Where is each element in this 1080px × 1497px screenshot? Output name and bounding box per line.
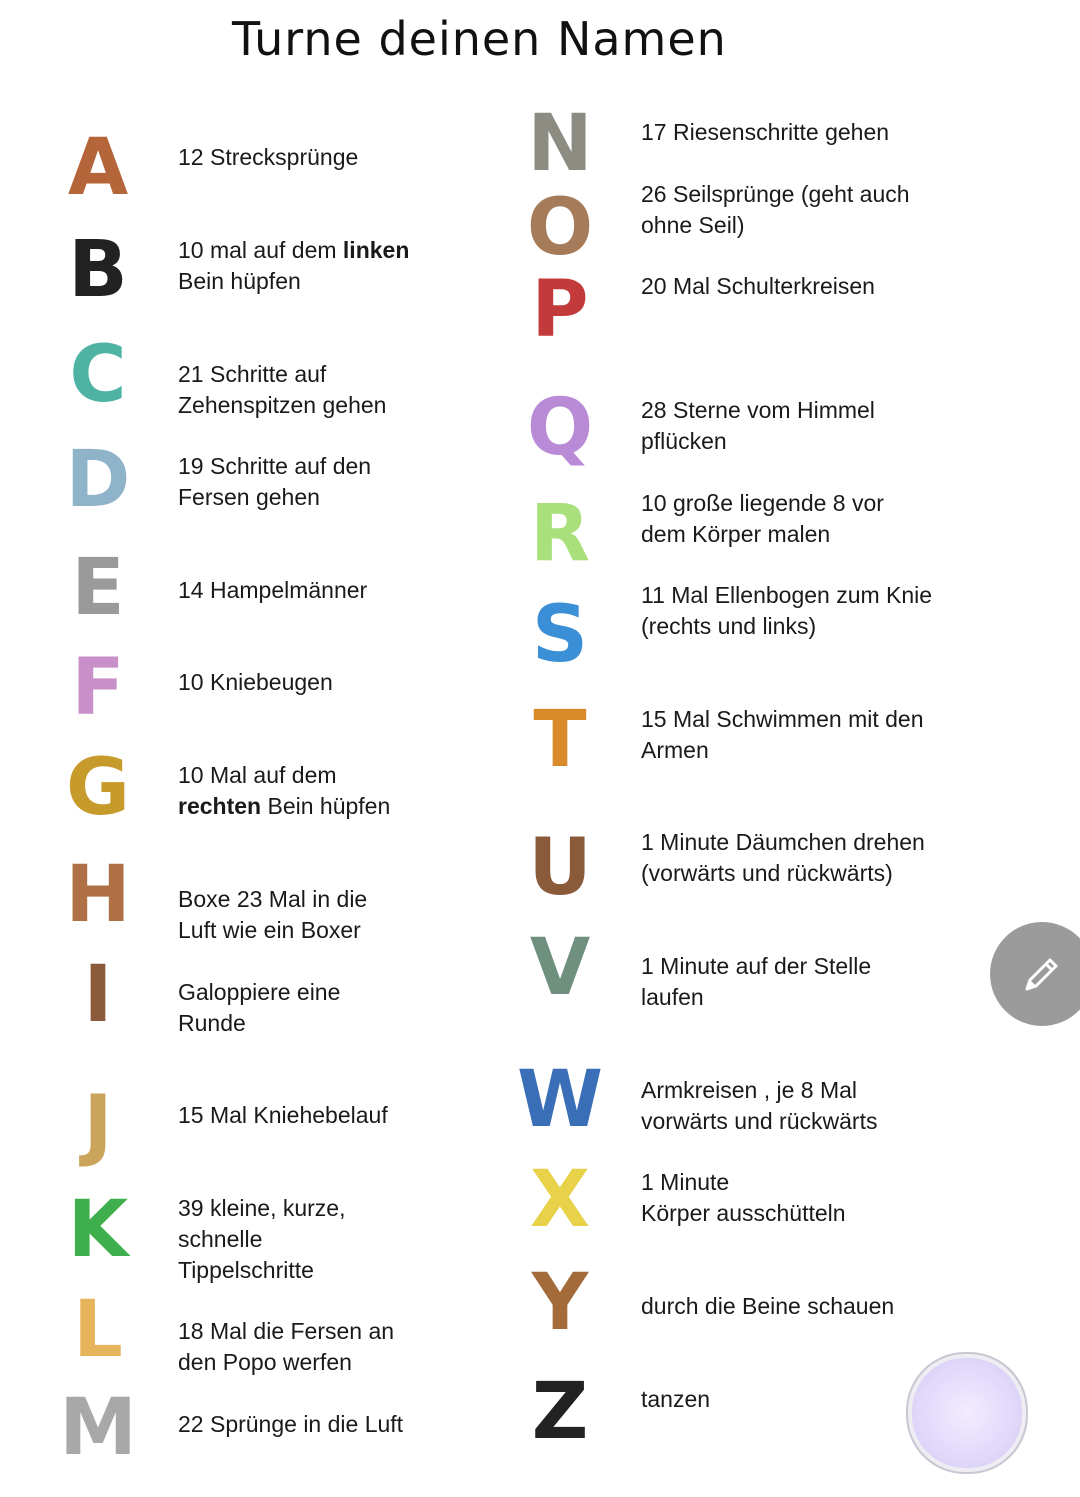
exercise-text-o: 26 Seilsprünge (geht auch ohne Seil): [641, 181, 910, 238]
animal-letter-e: E: [71, 543, 125, 633]
pencil-icon: [1019, 951, 1065, 997]
exercise-text-c: 21 Schritte auf Zehenspitzen gehen: [178, 361, 387, 418]
animal-letter-a: A: [67, 123, 129, 213]
exercise-text-u: 1 Minute Däumchen drehen (vorwärts und rückwärts): [641, 829, 925, 886]
exercise-text-d: 19 Schritte auf den Fersen gehen: [178, 453, 372, 510]
exercise-text-l: 18 Mal die Fersen an den Popo werfen: [178, 1318, 395, 1375]
exercise-text-j: 15 Mal Kniehebelauf: [178, 1102, 388, 1128]
animal-letter-u: U: [528, 823, 592, 913]
page-title: Turne deinen Namen: [232, 12, 727, 66]
exercise-text-a: 12 Strecksprünge: [178, 144, 359, 170]
animal-letter-s: S: [531, 590, 589, 680]
animal-letter-b: B: [68, 225, 128, 315]
animal-letter-l: L: [73, 1285, 123, 1375]
animal-letter-n: N: [527, 99, 593, 189]
animal-letter-t: T: [533, 695, 587, 785]
exercise-text-r: 10 große liegende 8 vor dem Körper malen: [641, 490, 884, 547]
animal-letter-y: Y: [531, 1258, 589, 1348]
animal-letter-g: G: [65, 743, 131, 833]
exercise-text-y: durch die Beine schauen: [641, 1293, 895, 1319]
animal-letter-x: X: [529, 1155, 591, 1245]
animal-letter-c: C: [69, 330, 127, 420]
exercise-text-x: 1 Minute Körper ausschütteln: [641, 1169, 846, 1226]
animal-letter-j: J: [83, 1080, 113, 1170]
exercise-text-f: 10 Kniebeugen: [178, 669, 333, 695]
animal-letter-v: V: [529, 923, 591, 1013]
animal-letter-r: R: [529, 489, 591, 579]
exercise-text-h: Boxe 23 Mal in die Luft wie ein Boxer: [178, 886, 368, 943]
exercise-text-b: 10 mal auf dem linken Bein hüpfen: [178, 237, 410, 294]
animal-letter-w: W: [516, 1055, 604, 1145]
animal-letter-q: Q: [526, 383, 594, 473]
animal-letter-f: F: [71, 643, 125, 733]
animal-letter-o: O: [526, 183, 594, 273]
animal-letter-z: Z: [531, 1367, 589, 1457]
exercise-text-t: 15 Mal Schwimmen mit den Armen: [641, 706, 924, 763]
exercise-text-z: tanzen: [641, 1386, 711, 1412]
animal-letter-h: H: [65, 850, 131, 940]
exercise-text-g: 10 Mal auf dem rechten Bein hüpfen: [178, 762, 391, 819]
assistive-touch-bubble[interactable]: [906, 1352, 1028, 1474]
exercise-text-n: 17 Riesenschritte gehen: [641, 119, 890, 145]
animal-letter-p: P: [531, 265, 589, 355]
exercise-text-w: Armkreisen , je 8 Mal vorwärts und rückwärts: [641, 1077, 878, 1134]
exercise-text-e: 14 Hampelmänner: [178, 577, 368, 603]
exercise-text-m: 22 Sprünge in die Luft: [178, 1411, 404, 1437]
exercise-text-p: 20 Mal Schulterkreisen: [641, 273, 875, 299]
animal-letter-i: I: [83, 950, 113, 1040]
animal-letter-d: D: [65, 435, 131, 525]
edit-button[interactable]: [990, 922, 1080, 1026]
animal-letter-k: K: [67, 1185, 129, 1275]
animal-letter-m: M: [59, 1383, 137, 1473]
exercise-text-i: Galoppiere eine Runde: [178, 979, 341, 1036]
exercise-text-k: 39 kleine, kurze, schnelle Tippelschritte: [178, 1195, 346, 1283]
exercise-text-v: 1 Minute auf der Stelle laufen: [641, 953, 872, 1010]
exercise-text-s: 11 Mal Ellenbogen zum Knie (rechts und links): [641, 582, 933, 639]
exercise-text-q: 28 Sterne vom Himmel pflücken: [641, 397, 875, 454]
